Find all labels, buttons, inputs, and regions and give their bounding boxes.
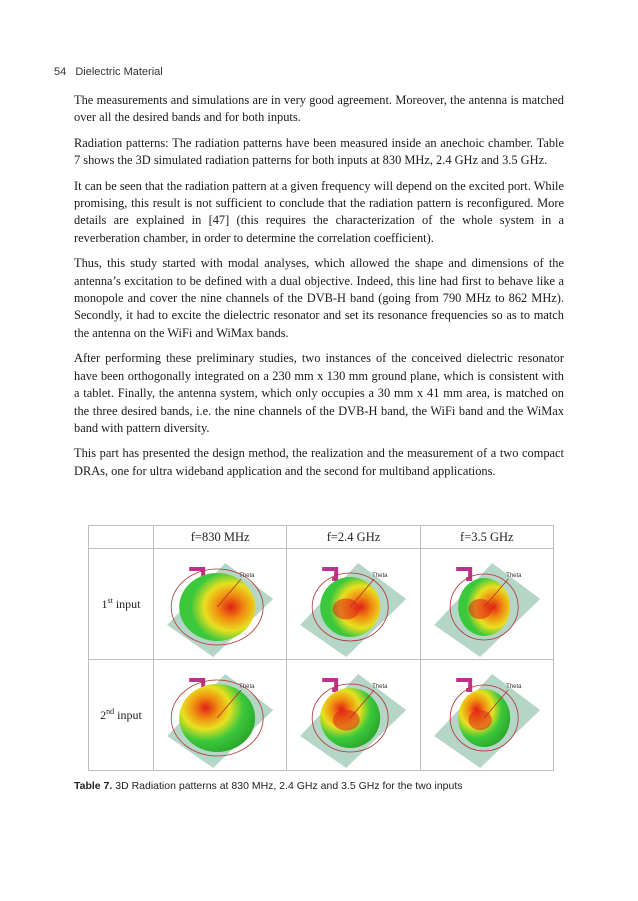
paragraph: Radiation patterns: The radiation patterns have been measured inside an anechoic chamber. Table 7 shows the 3D simulated radiation patterns for both inputs at 830 MHz, 2.4 GHz and 3.5 GHz. <box>74 135 564 168</box>
caption-text: 3D Radiation patterns at 830 MHz, 2.4 GHz and 3.5 GHz for the two inputs <box>112 780 463 792</box>
feed-bracket <box>322 680 336 690</box>
pattern-cell <box>287 549 420 660</box>
pattern-cell <box>154 660 287 771</box>
figure-row <box>89 549 554 660</box>
running-title: Dielectric Material <box>75 66 163 78</box>
radiation-pattern-plot <box>154 660 286 770</box>
paragraph: Thus, this study started with modal analyses, which allowed the shape and dimensions of the antenna’s excitation to be defined with a dual objective. Indeed, this line had first to behave like a monopole and cover the nine channels of the DVB-H band (going from 790 MHz to 862 MHz). Secondly, it had to excite the dielectric resonator and set its resonance frequencies so as to match the antenna on the WiFi and WiMax bands. <box>74 256 564 340</box>
radiation-pattern-table <box>88 525 554 771</box>
theta-label: Theta <box>505 684 522 690</box>
column-header: f=3.5 GHz <box>420 526 553 549</box>
figure-caption <box>74 780 463 792</box>
radiation-pattern-plot <box>154 549 286 659</box>
radiation-pattern-plot <box>421 549 553 659</box>
hot-spot <box>333 710 360 731</box>
radiation-pattern-plot <box>421 660 553 770</box>
feed-bracket <box>322 569 336 579</box>
theta-label: Theta <box>372 684 388 690</box>
pattern-cell <box>287 660 420 771</box>
radiation-pattern-plot <box>287 549 419 659</box>
row-label: 1st input <box>89 549 154 660</box>
theta-label: Theta <box>372 573 388 579</box>
row-label: 2nd input <box>89 660 154 771</box>
theta-label: Theta <box>239 573 255 579</box>
body-text <box>74 92 564 488</box>
column-header: f=830 MHz <box>154 526 287 549</box>
radiation-pattern-plot <box>287 660 419 770</box>
pattern-cell <box>154 549 287 660</box>
figure-header-row <box>89 526 554 549</box>
page-number: 54 <box>54 66 67 78</box>
figure-row <box>89 660 554 771</box>
pattern-cell <box>420 660 553 771</box>
corner-cell <box>89 526 154 549</box>
theta-label: Theta <box>505 573 522 579</box>
theta-label: Theta <box>239 684 255 690</box>
paragraph: This part has presented the design method, the realization and the measurement of a two compact DRAs, one for ultra wideband application and the second for multiband applications. <box>74 446 564 478</box>
hot-spot <box>333 599 360 620</box>
paragraph: It can be seen that the radiation pattern at a given frequency will depend on the excited port. While promising, this result is not sufficient to conclude that the radiation pattern is reconfigured. More details are explained in [47] (this requires the characterization of the whole system in a reverberation chamber, in order to determine the correlation coefficient). <box>74 178 564 245</box>
caption-label: Table 7. <box>74 780 113 792</box>
paragraph: After performing these preliminary studies, two instances of the conceived dielectric resonator have been orthogonally integrated on a 230 mm x 130 mm ground plane, which is consistent with a tablet. Finally, the antenna system, which only occupies a 30 mm x 41 mm area, is matched on the three desired bands, i.e. the nine channels of the DVB-H band, the WiFi band and the WiMax band with pattern diversity. <box>74 351 564 435</box>
running-header <box>54 66 163 78</box>
radiation-pattern-figure <box>88 525 554 767</box>
column-header: f=2.4 GHz <box>287 526 420 549</box>
paragraph: The measurements and simulations are in very good agreement. Moreover, the antenna is matched over all the desired bands and for both inputs. <box>74 93 564 125</box>
pattern-cell <box>420 549 553 660</box>
